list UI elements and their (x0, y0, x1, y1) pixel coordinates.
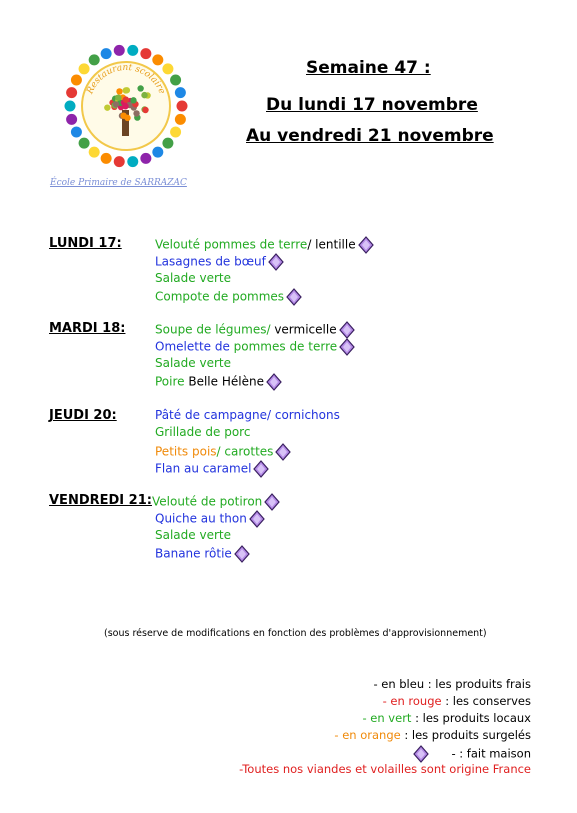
homemade-diamond-icon (253, 460, 269, 478)
menu-item (155, 528, 231, 542)
menu-item-text: Banane rôtie (155, 546, 232, 561)
menu-item (155, 425, 250, 439)
menu-item-text: Omelette de (155, 339, 234, 354)
legend-key: - : fait maison (451, 746, 531, 761)
menu-item-text: Poire (155, 374, 185, 389)
legend-desc: : les conserves (441, 694, 531, 708)
date-from: Du lundi 17 novembre (266, 95, 478, 115)
menu-item (155, 288, 302, 306)
legend-row (411, 745, 531, 763)
day-label: MARDI 18: (49, 321, 126, 336)
legend-desc: : les produits locaux (411, 711, 531, 725)
menu-item-text: / lentille (307, 237, 356, 252)
legend-key: - en rouge (382, 694, 442, 708)
legend-row (334, 728, 531, 742)
menu-item-text: Lasagnes de bœuf (155, 254, 266, 269)
menu-item (155, 321, 355, 339)
menu-item-text: / carottes (216, 444, 274, 459)
menu-item (155, 356, 231, 370)
day-label: LUNDI 17: (49, 236, 122, 251)
legend-key: - en bleu (373, 677, 425, 691)
menu-item-text: Velouté de potiron (152, 494, 263, 509)
menu-item-text: Quiche au thon (155, 511, 247, 526)
menu-item-text: Compote de pommes (155, 289, 285, 304)
legend-key: -Toutes nos viandes et volailles sont origine France (239, 762, 531, 776)
menu-item-text: Soupe de légumes/ (155, 322, 271, 337)
menu-item-text: Belle Hélène (184, 374, 264, 389)
menu-item (155, 443, 291, 461)
menu-item (155, 460, 269, 478)
day-label: JEUDI 20: (49, 408, 117, 423)
menu-item (155, 373, 282, 391)
menu-item (155, 236, 374, 254)
homemade-diamond-icon (264, 493, 280, 511)
week-title: Semaine 47 : (306, 58, 431, 78)
legend-key: - en orange (334, 728, 401, 742)
school-name: École Primaire de SARRAZAC (50, 178, 187, 188)
homemade-diamond-icon (286, 288, 302, 306)
logo-text: Restaurant scolaire (85, 62, 167, 96)
legend-row (383, 694, 531, 708)
menu-item (155, 545, 250, 563)
restaurant-scolaire-logo (60, 40, 192, 172)
menu-item-text: Flan au caramel (155, 461, 252, 476)
menu-item-text: Velouté pommes de terre (155, 237, 308, 252)
menu-item (155, 338, 355, 356)
menu-item (152, 493, 280, 511)
menu-item-text: Grillade de porc (155, 425, 251, 440)
homemade-diamond-icon (275, 443, 291, 461)
menu-item (155, 510, 265, 528)
menu-item (155, 271, 231, 285)
homemade-diamond-icon (234, 545, 250, 563)
legend-row (239, 762, 531, 776)
menu-item (155, 408, 340, 422)
day-label: VENDREDI 21: (49, 493, 152, 508)
homemade-diamond-icon (268, 253, 284, 271)
homemade-diamond-icon (339, 338, 355, 356)
menu-item-text: Salade verte (155, 270, 231, 285)
homemade-diamond-icon (358, 236, 374, 254)
legend-key: - en vert (362, 711, 412, 725)
menu-item-text: vermicelle (270, 322, 337, 337)
homemade-diamond-icon (249, 510, 265, 528)
menu-item-text: Salade verte (155, 355, 231, 370)
supply-note: (sous réserve de modifications en fonction des problèmes d'approvisionnement) (104, 628, 487, 639)
legend-desc: : les produits frais (424, 677, 531, 691)
menu-item-text: Salade verte (155, 527, 231, 542)
homemade-diamond-icon (266, 373, 282, 391)
date-to: Au vendredi 21 novembre (246, 126, 494, 146)
legend-row (373, 677, 531, 691)
legend-row (362, 711, 531, 725)
menu-item-text: pommes de terre (233, 339, 338, 354)
menu-item-text: Pâté de campagne/ cornichons (155, 408, 340, 422)
homemade-diamond-icon (413, 745, 429, 763)
legend-desc: : les produits surgelés (400, 728, 531, 742)
homemade-diamond-icon (339, 321, 355, 339)
menu-item (155, 253, 284, 271)
menu-item-text: Petits pois (155, 444, 217, 459)
